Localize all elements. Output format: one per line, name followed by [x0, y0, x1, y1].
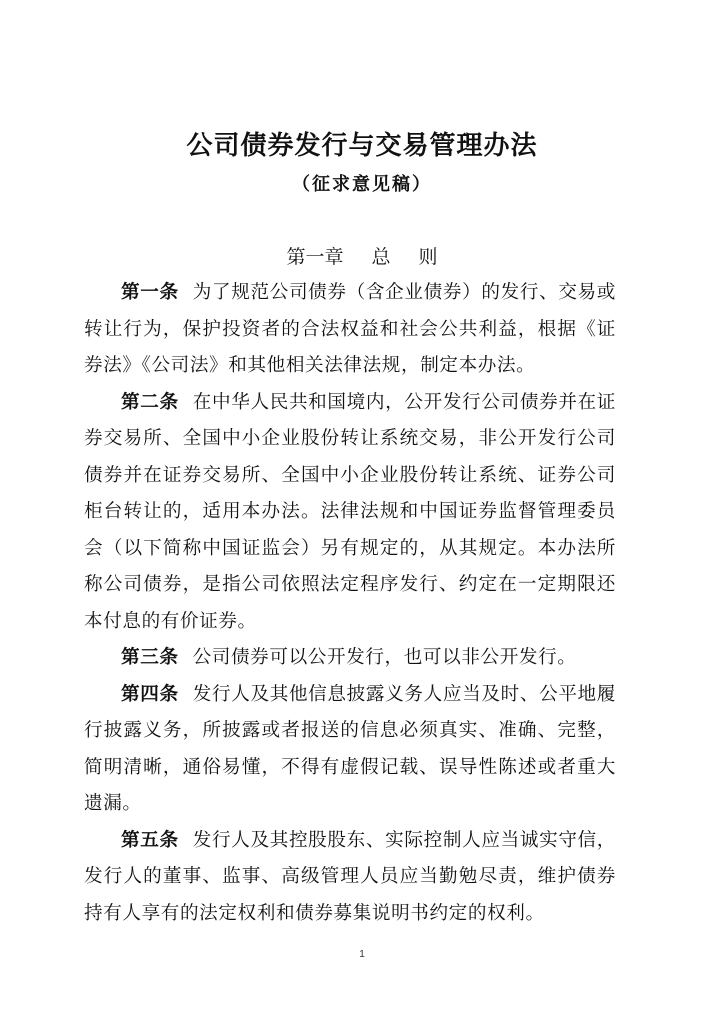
article-text: 发行人及其控股股东、实际控制人应当诚实守信，发行人的董事、监事、高级管理人员应当勤勉尽责，维护债券持有人享有的法定权利和债券募集说明书约定的权利。 [84, 829, 616, 924]
article-label: 第三条 [121, 647, 179, 668]
article-text: 发行人及其他信息披露义务人应当及时、公平地履行披露义务，所披露或者报送的信息必须真实、准确、完整，简明清晰，通俗易懂，不得有虚假记载、误导性陈述或者重大遗漏。 [84, 683, 616, 814]
document-title: 公司债券发行与交易管理办法 [186, 131, 538, 161]
article-text: 为了规范公司债券（含企业债券）的发行、交易或转让行为，保护投资者的合法权益和社会公共利益，根据《证券法》《公司法》和其他相关法律法规，制定本办法。 [84, 282, 616, 376]
article-5 [84, 823, 616, 933]
article-label: 第五条 [121, 829, 179, 851]
article-text: 在中华人民共和国境内，公开发行公司债券并在证券交易所、全国中小企业股份转让系统交易，非公开发行公司债券并在证券交易所、全国中小企业股份转让系统、证券公司柜台转让的，适用本办法。法律法规和中国证券监督管理委员会（以下简称中国证监会）另有规定的，从其规定。本办法所称公司债券，是指公司依照法定程序发行、约定在一定期限还本付息的有价证券。 [84, 391, 616, 632]
article-1 [84, 275, 616, 385]
chapter-number: 第一章 [286, 246, 344, 268]
article-3 [84, 640, 616, 677]
document-subtitle: （征求意见稿） [292, 174, 432, 195]
page-number: 1 [359, 949, 365, 960]
article-text: 公司债券可以公开发行，也可以非公开发行。 [192, 647, 577, 668]
chapter-name-part1: 总 [371, 246, 391, 268]
article-2 [84, 385, 616, 641]
article-label: 第四条 [121, 683, 179, 705]
article-label: 第二条 [121, 391, 179, 413]
article-label: 第一条 [121, 282, 179, 303]
document-body [84, 275, 616, 932]
chapter-name-part2: 则 [418, 246, 438, 268]
chapter-heading [0, 238, 724, 276]
article-4 [84, 677, 616, 823]
